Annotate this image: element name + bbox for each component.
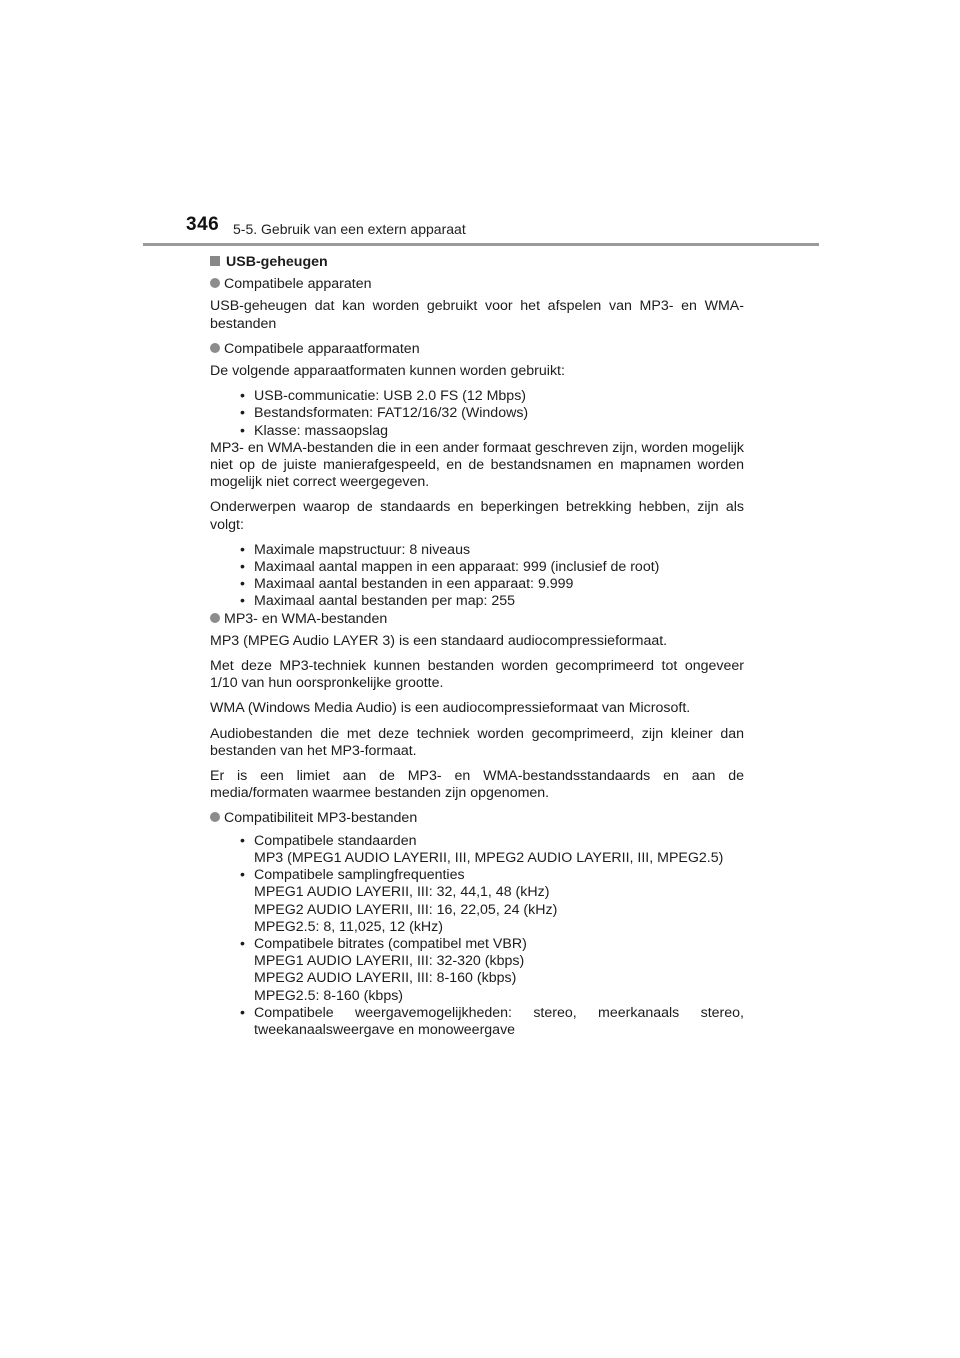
- paragraph: WMA (Windows Media Audio) is een audiocompressieformaat van Microsoft.: [210, 700, 691, 717]
- bullet-list: [240, 542, 744, 611]
- list-item: • Compatibele standaarden MP3 (MPEG1 AUDIO LAYERII, III, MPEG2 AUDIO LAYERII, III, MPEG2.5): [240, 832, 724, 866]
- circle-bullet-icon: [210, 812, 220, 822]
- paragraph: Er is een limiet aan de MP3- en WMA-bestandsstandaards en aan de media/formaten waarmee bestanden zijn opgenomen.: [210, 768, 744, 802]
- section-title: 5-5. Gebruik van een extern apparaat: [233, 221, 466, 237]
- list-item: • Compatibele weergavemogelijkheden: stereo, meerkanaals stereo, tweekanaalsweergave en monoweergave: [240, 1004, 744, 1038]
- paragraph: MP3- en WMA-bestanden die in een ander formaat geschreven zijn, worden mogelijk niet op de juiste manierafgespeeld, en de bestandsnamen en mapnamen worden mogelijk niet correct weergegeven.: [210, 439, 744, 491]
- paragraph: MP3 (MPEG Audio LAYER 3) is een standaard audiocompressieformaat.: [210, 632, 668, 649]
- paragraph: USB-geheugen dat kan worden gebruikt voor het afspelen van MP3- en WMA-bestanden: [210, 298, 744, 332]
- paragraph: De volgende apparaatformaten kunnen worden gebruikt:: [210, 363, 565, 380]
- square-bullet-icon: [210, 256, 220, 266]
- paragraph: Onderwerpen waarop de standaards en beperkingen betrekking hebben, zijn als volgt:: [210, 499, 744, 533]
- list-item: • Bestandsformaten: FAT12/16/32 (Windows): [240, 405, 529, 422]
- subheading-mp3-compatibility: [210, 810, 744, 827]
- heading-usb-memory: [210, 254, 744, 271]
- page-content: [210, 254, 744, 1039]
- list-item: • Klasse: massaopslag: [240, 422, 389, 439]
- list-item: • Maximale mapstructuur: 8 niveaus: [240, 541, 471, 558]
- circle-bullet-icon: [210, 343, 220, 353]
- list-item: • Compatibele bitrates (compatibel met VBR) MPEG1 AUDIO LAYERII, III: 32-320 (kbps) MPEG2 AUDIO LAYERII, III: 8-160 (kbps) MPEG2.5: 8-160 (kbps): [240, 935, 527, 1004]
- bullet-list: [240, 833, 744, 1039]
- page-header: [0, 0, 960, 250]
- list-item: • Maximaal aantal bestanden per map: 255: [240, 593, 516, 610]
- subheading-text: MP3- en WMA-bestanden: [224, 610, 388, 627]
- circle-bullet-icon: [210, 613, 220, 623]
- subheading-compatible-formats: [210, 341, 744, 358]
- circle-bullet-icon: [210, 278, 220, 288]
- heading-text: USB-geheugen: [226, 254, 328, 270]
- subheading-text: Compatibiliteit MP3-bestanden: [224, 810, 418, 827]
- subheading-text: Compatibele apparaten: [224, 276, 372, 293]
- page-number: 346: [186, 214, 220, 235]
- paragraph: Met deze MP3-techniek kunnen bestanden worden gecomprimeerd tot ongeveer 1/10 van hun oorspronkelijke grootte.: [210, 658, 744, 692]
- subheading-text: Compatibele apparaatformaten: [224, 340, 420, 357]
- bullet-list: [240, 388, 744, 440]
- list-item: • USB-communicatie: USB 2.0 FS (12 Mbps): [240, 388, 527, 405]
- subheading-compatible-devices: [210, 276, 744, 293]
- paragraph: Audiobestanden die met deze techniek worden gecomprimeerd, zijn kleiner dan bestanden van het MP3-formaat.: [210, 725, 744, 759]
- list-item: • Maximaal aantal bestanden in een apparaat: 9.999: [240, 576, 574, 593]
- list-item: • Maximaal aantal mappen in een apparaat: 999 (inclusief de root): [240, 559, 660, 576]
- subheading-mp3-wma-files: [210, 611, 744, 628]
- header-rule: [143, 243, 819, 246]
- list-item: • Compatibele samplingfrequenties MPEG1 AUDIO LAYERII, III: 32, 44,1, 48 (kHz) MPEG2 AUDIO LAYERII, III: 16, 22,05, 24 (kHz) MPEG2.5: 8, 11,025, 12 (kHz): [240, 867, 558, 935]
